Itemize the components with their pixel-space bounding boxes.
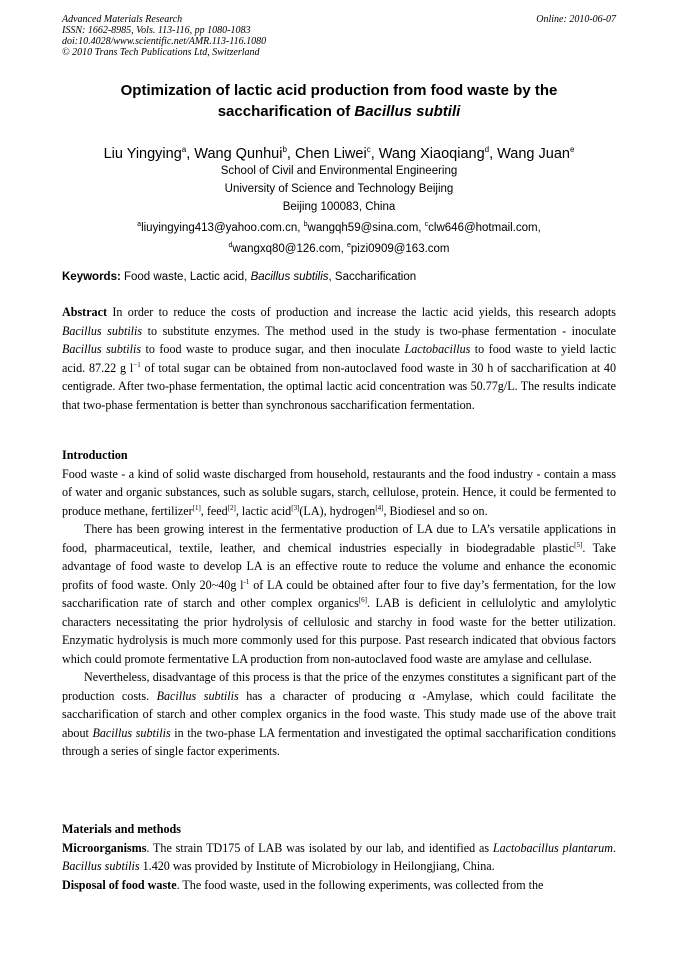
intro-text: , Biodiesel and so on.: [383, 503, 488, 518]
email-d[interactable]: wangxq80@126.com,: [232, 242, 347, 255]
abstract-species: Bacillus subtilis: [62, 342, 142, 356]
author-sep: ,: [186, 145, 195, 162]
citation-ref: [2]: [227, 503, 236, 512]
author-2: Wang Qunhui: [194, 145, 283, 162]
abstract-text: to substitute enzymes. The method used in the study is two-phase fermentation - inoculate: [142, 323, 616, 338]
microorganisms-paragraph: [62, 839, 616, 876]
unit-exponent: -1: [243, 577, 250, 586]
materials-text: . The food waste, used in the following experiments, was collected from the: [176, 877, 544, 892]
intro-species: Bacillus subtilis: [92, 725, 171, 740]
title-line-1: Optimization of lactic acid production from food waste by the: [120, 82, 558, 99]
author-2-sup: b: [282, 145, 287, 154]
author-list: [62, 140, 616, 164]
author-4-sup: d: [484, 145, 490, 154]
materials-section: [62, 820, 616, 894]
email-e[interactable]: pizi0909@163.com: [350, 242, 450, 255]
title-line-2-text: saccharification of: [217, 103, 355, 120]
email-e-sup: e: [346, 241, 351, 249]
author-3: Chen Liwei: [294, 145, 367, 162]
intro-paragraph-1: [62, 465, 616, 521]
keywords-part-3: , Saccharification: [328, 271, 417, 283]
materials-heading: Materials and methods: [62, 822, 181, 836]
abstract-label: Abstract: [62, 305, 108, 319]
intro-text: Food waste - a kind of solid waste discharged from household, restaurants and the food industry - contain a mass of water and organic substances, such as soluble sugars, starch, cellulose, protein. Hence, it could be fermented to produce methane, fertilizer: [62, 466, 616, 518]
abstract-text: to food waste to yield lactic acid. 87.22 g l: [62, 342, 616, 375]
abstract-species: Lactobacillus: [404, 342, 471, 356]
disposal-paragraph: [62, 876, 616, 895]
email-a-sup: a: [137, 221, 142, 228]
author-sep: ,: [286, 145, 295, 162]
affiliation-school: School of Civil and Environmental Engineering: [220, 165, 458, 177]
author-1-sup: a: [181, 145, 187, 154]
materials-species: Lactobacillus plantarum: [492, 840, 613, 855]
citation-ref: [4]: [375, 503, 384, 512]
title-species: Bacillus subtili: [354, 103, 461, 120]
keywords-species: Bacillus subtilis: [250, 271, 329, 283]
author-3-sup: c: [366, 145, 371, 154]
online-date: Online: 2010-06-07: [536, 14, 616, 25]
copyright-line: © 2010 Trans Tech Publications Ltd, Switzerland: [62, 47, 260, 58]
citation-ref: [1]: [192, 503, 201, 512]
title-line-2: [62, 101, 616, 122]
intro-text: There has been growing interest in the fermentative production of LA due to LA’s versatile applications in food, pharmaceutical, textile, leather, and chemical industries especially in biodegradable plastic: [62, 522, 616, 555]
keywords-line: [62, 268, 616, 286]
author-sep: ,: [489, 145, 498, 162]
abstract-text: In order to reduce the costs of production and increase the lactic acid yields, this research adopts: [107, 305, 616, 319]
unit-exponent: −1: [133, 360, 141, 369]
email-line-1: [62, 216, 616, 237]
running-header: [62, 14, 616, 58]
email-line-2: [62, 237, 616, 258]
intro-text: , feed: [200, 503, 228, 518]
intro-species: Bacillus subtilis: [156, 688, 239, 703]
microorganisms-label: Microorganisms: [62, 840, 147, 855]
intro-paragraph-2: [62, 520, 616, 668]
intro-text: of LA could be obtained after four to five day’s fermentation, for the low saccharification rate of starch and other complex organics: [62, 577, 616, 610]
email-d-sup: d: [228, 241, 233, 249]
intro-text: . LAB is deficient in cellulolytic and amylolytic characters necessitating the prior hydrolysis of cellulosic and starchy in food waste for the better utilization. Enzymatic hydrolysis is much more commonly used for this purpose. Past research indicated that obvious factors which could promote fermentative LA production from non-autoclaved food waste are amylase and cellulase.: [62, 596, 616, 666]
doi-line: doi:10.4028/www.scientific.net/AMR.113-116.1080: [62, 36, 267, 47]
keywords-label: Keywords:: [62, 271, 121, 283]
intro-text: (LA), hydrogen: [299, 503, 376, 518]
citation-ref: [5]: [574, 540, 583, 549]
introduction-section: [62, 446, 616, 761]
email-a[interactable]: liuyingying413@yahoo.com.cn,: [141, 221, 304, 234]
journal-name: Advanced Materials Research: [62, 14, 183, 25]
author-4: Wang Xiaoqiang: [378, 145, 485, 162]
abstract-species: Bacillus subtilis: [62, 323, 143, 338]
materials-text: 1.420 was provided by Institute of Microbiology in Heilongjiang, China.: [139, 859, 495, 873]
citation-ref: [6]: [358, 595, 367, 604]
author-sep: ,: [370, 145, 379, 162]
email-c-sup: c: [424, 221, 429, 228]
author-5-sup: e: [569, 145, 575, 154]
author-5: Wang Juan: [497, 145, 570, 162]
materials-species: Bacillus subtilis: [62, 859, 140, 873]
author-1: Liu Yingying: [103, 145, 182, 162]
introduction-heading: Introduction: [62, 448, 128, 462]
abstract-paragraph: [62, 303, 616, 414]
email-b[interactable]: wangqh59@sina.com,: [307, 221, 425, 234]
affiliation-university: University of Science and Technology Beijing: [224, 183, 454, 195]
disposal-label: Disposal of food waste: [62, 877, 177, 892]
keywords-part-1: Food waste, Lactic acid,: [120, 271, 251, 283]
abstract-text: to food waste to produce sugar, and then inoculate: [141, 342, 405, 356]
abstract-section: [62, 303, 616, 414]
affiliation-city: Beijing 100083, China: [282, 201, 396, 213]
affiliation-block: [62, 162, 616, 258]
citation-ref: [3]: [291, 503, 300, 512]
intro-text: Nevertheless, disadvantage of this process is that the price of the enzymes constitutes a significant part of the production costs.: [62, 670, 616, 703]
email-b-sup: b: [303, 221, 308, 228]
intro-text: has a character of producing α -Amylase, which could facilitate the saccharification of starch and other complex organics in the food waste. This study made use of the above trait about: [62, 688, 617, 740]
abstract-text: of total sugar can be obtained from non-autoclaved food waste in 30 h of saccharification at 40 centigrade. After two-phase fermentation, the optimal lactic acid concentration was 50.77g/L. The results indicate that two-phase fermentation is better than synchronous saccharification fermentation.: [62, 360, 616, 412]
intro-text: . Take advantage of food waste to develop LA is an effective route to reduce the volume and enhance the economic profits of food waste. Only 20~40g l: [62, 540, 616, 592]
intro-paragraph-3: [62, 668, 616, 761]
materials-text: .: [612, 840, 616, 855]
materials-text: . The strain TD175 of LAB was isolated by our lab, and identified as: [146, 840, 493, 855]
intro-text: in the two-phase LA fermentation and investigated the optimal saccharification conditions through a series of single factor experiments.: [62, 725, 616, 758]
intro-text: , lactic acid: [235, 503, 292, 518]
paper-title: [62, 80, 616, 122]
email-c[interactable]: clw646@hotmail.com,: [428, 221, 541, 234]
issn-line: ISSN: 1662-8985, Vols. 113-116, pp 1080-1083: [62, 25, 251, 36]
